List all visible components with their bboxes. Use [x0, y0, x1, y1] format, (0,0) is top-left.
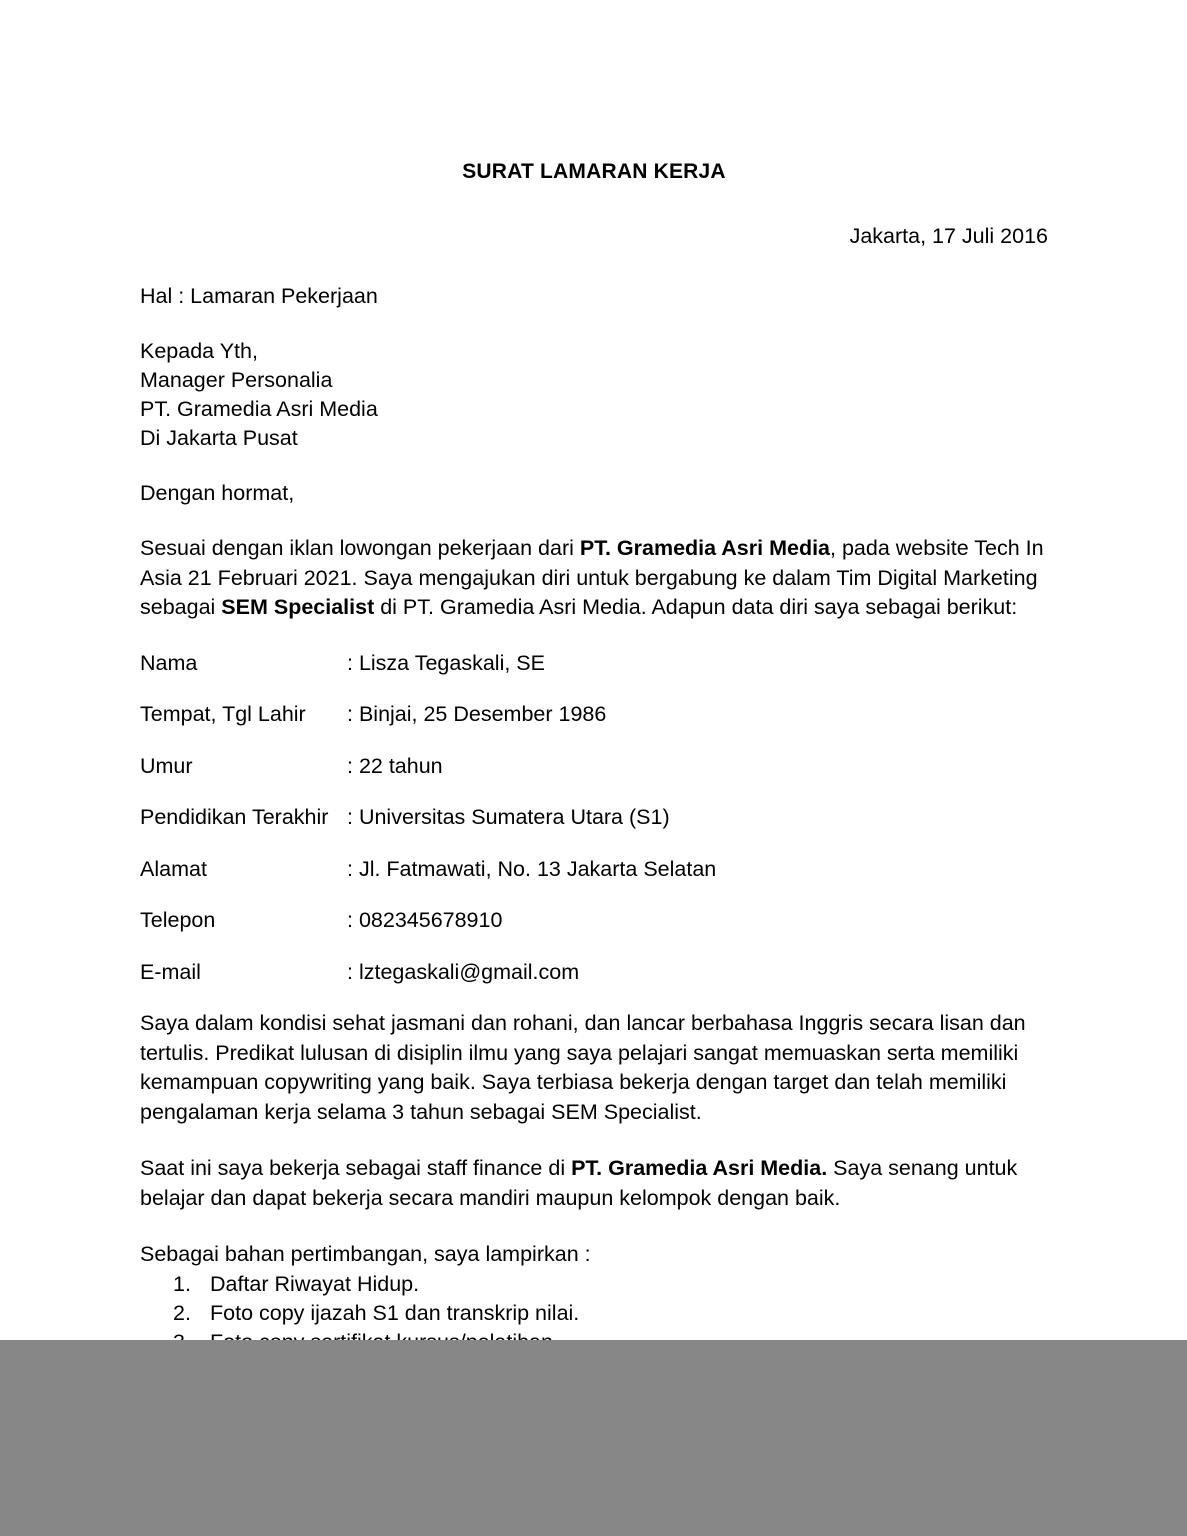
date-line: Jakarta, 17 Juli 2016 [849, 224, 1048, 248]
field-label: Nama [140, 650, 198, 675]
field-row [140, 649, 1048, 678]
field-value: : 22 tahun [347, 753, 443, 778]
field-label: E-mail [140, 959, 201, 984]
current-job-paragraph [140, 1154, 1048, 1213]
attachments-intro: Sebagai bahan pertimbangan, saya lampirkan : [140, 1242, 591, 1266]
field-value: : Universitas Sumatera Utara (S1) [347, 805, 670, 829]
subject-line: Hal : Lamaran Pekerjaan [140, 284, 378, 308]
field-row [140, 803, 1048, 832]
field-value: : lztegaskali@gmail.com [347, 959, 580, 984]
current-bold-company: PT. Gramedia Asri Media. [571, 1156, 828, 1180]
field-value: : 082345678910 [347, 908, 503, 932]
intro-bold-position: SEM Specialist [221, 595, 375, 619]
qualifications-paragraph: Saya dalam kondisi sehat jasmani dan rohani, dan lancar berbahasa Inggris secara lisan dan tertulis. Predikat lulusan di disiplin ilmu yang saya pelajari sangat memuaskan serta memiliki kemampuan copywriting yang baik. Saya terbiasa bekerja dengan target dan telah memiliki pengalaman kerja selama 3 tahun sebagai SEM Specialist. [140, 1011, 1026, 1124]
recipient-line-3: PT. Gramedia Asri Media [140, 397, 378, 421]
field-label: Pendidikan Terakhir [140, 805, 329, 829]
field-label: Telepon [140, 908, 216, 932]
recipient-line-4: Di Jakarta Pusat [140, 426, 298, 450]
list-marker: 1. [173, 1271, 191, 1296]
list-marker: 2. [173, 1300, 191, 1325]
intro-paragraph [140, 534, 1048, 623]
recipient-line-1: Kepada Yth, [140, 339, 258, 363]
document-body [140, 0, 1048, 1386]
bottom-gray-overlay [0, 1340, 1187, 1536]
field-label: Umur [140, 753, 193, 778]
field-value: : Lisza Tegaskali, SE [347, 650, 545, 675]
intro-text-2: , pada website Tech In Asia 21 Februari 2021. Saya mengajukan diri untuk bergabung ke dalam Tim Digital Marketing sebagai [140, 536, 1044, 619]
list-item [140, 1270, 1048, 1299]
personal-data-fields [140, 649, 1048, 987]
field-row [140, 855, 1048, 884]
field-row [140, 700, 1048, 729]
intro-text-1: Sesuai dengan iklan lowongan pekerjaan dari [140, 536, 580, 560]
list-item-text: Daftar Riwayat Hidup. [210, 1271, 420, 1296]
field-value: : Jl. Fatmawati, No. 13 Jakarta Selatan [347, 856, 717, 881]
field-label: Tempat, Tgl Lahir [140, 702, 306, 726]
list-item-text: Foto copy ijazah S1 dan transkrip nilai. [210, 1300, 580, 1325]
field-label: Alamat [140, 856, 207, 881]
list-item [140, 1299, 1048, 1328]
field-row [140, 752, 1048, 781]
current-text-2: Saya senang untuk belajar dan dapat bekerja secara mandiri maupun kelompok dengan baik. [140, 1156, 1018, 1210]
field-value: : Binjai, 25 Desember 1986 [347, 702, 607, 726]
field-row [140, 906, 1048, 935]
current-text-1: Saat ini saya bekerja sebagai staff finance di [140, 1156, 572, 1180]
intro-bold-company: PT. Gramedia Asri Media [579, 536, 831, 560]
intro-text-3: di PT. Gramedia Asri Media. Adapun data diri saya sebagai berikut: [374, 595, 1018, 619]
recipient-block [140, 337, 1048, 453]
recipient-line-2: Manager Personalia [140, 368, 333, 392]
field-row [140, 958, 1048, 987]
salutation: Dengan hormat, [140, 481, 295, 505]
document-title: SURAT LAMARAN KERJA [462, 160, 726, 183]
